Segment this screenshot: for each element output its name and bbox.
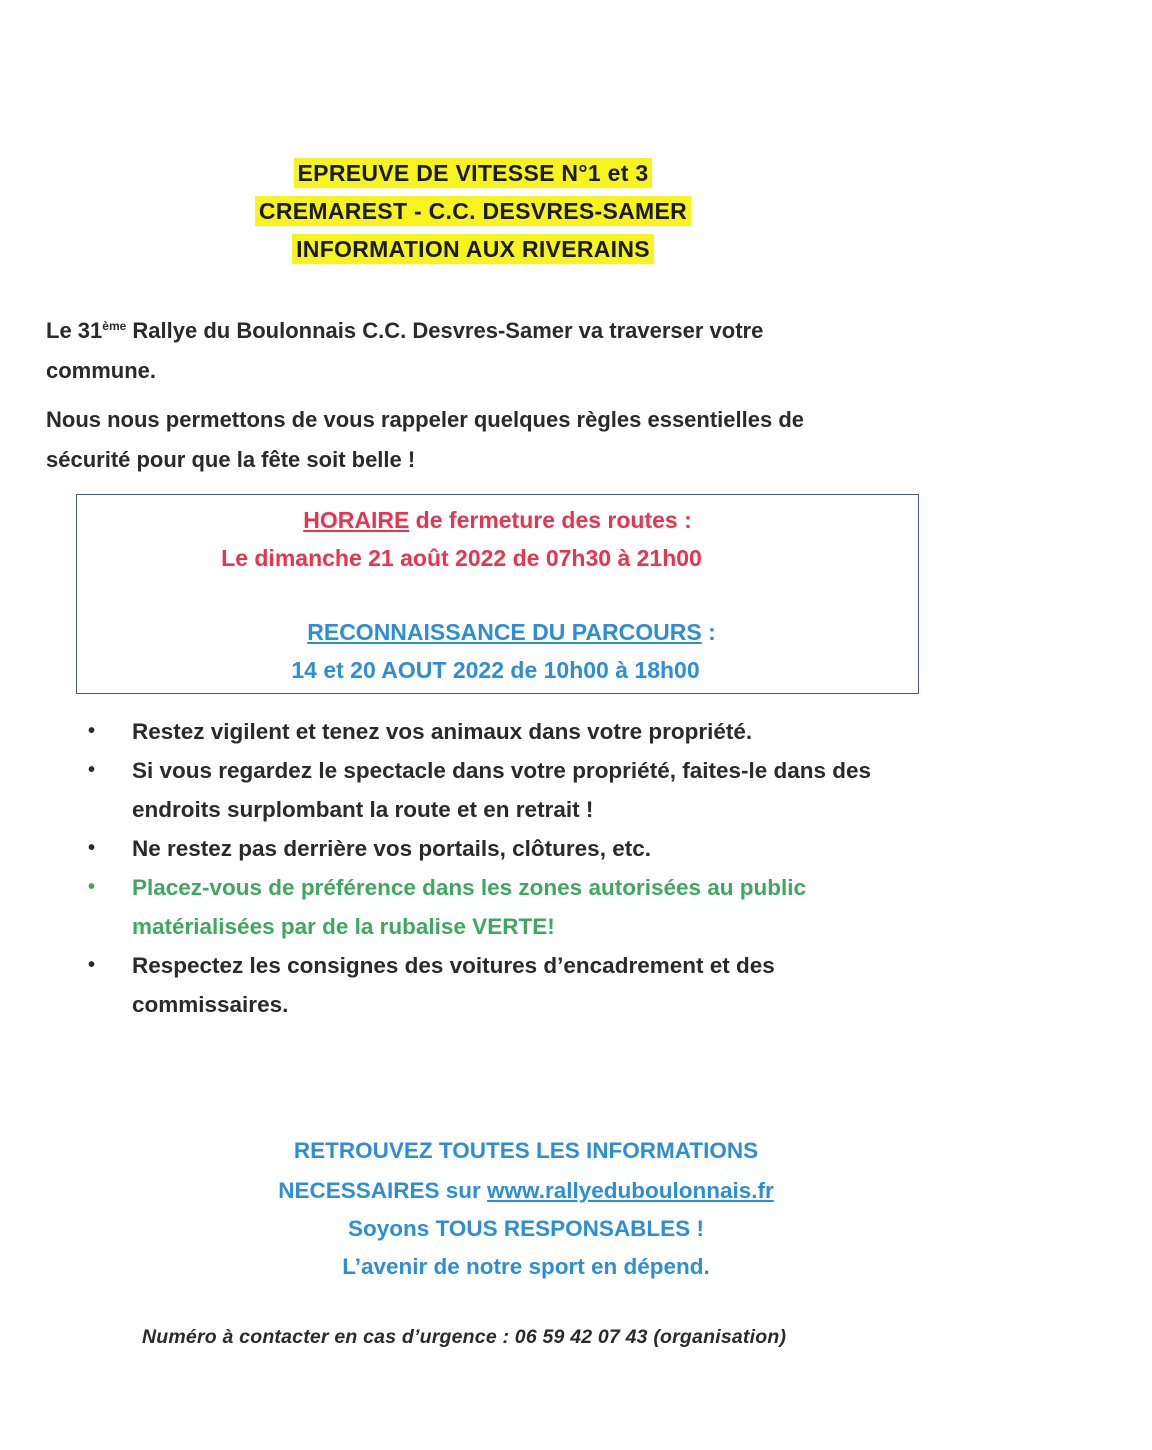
title-highlight-2: CREMAREST - C.C. DESVRES-SAMER: [255, 196, 691, 226]
title-line-1: [0, 160, 946, 187]
reco-label: RECONNAISSANCE DU PARCOURS: [307, 619, 702, 645]
bullet-icon: •: [88, 837, 96, 859]
horaire-date: Le dimanche 21 août 2022 de 07h30 à 21h00: [221, 545, 702, 571]
footer-line-1: RETROUVEZ TOUTES LES INFORMATIONS: [293, 1138, 759, 1163]
footer-line-2: [0, 1178, 1052, 1204]
list-item: [80, 712, 930, 751]
footer-line-4: L’avenir de notre sport en dépend.: [342, 1254, 710, 1279]
reco-colon: :: [701, 619, 716, 645]
list-item-text: Restez vigilent et tenez vos animaux dans votre propriété.: [132, 719, 753, 744]
bullet-icon: •: [88, 720, 96, 742]
bullet-icon: •: [88, 759, 96, 781]
reco-heading: [91, 619, 932, 646]
list-item: [80, 751, 930, 829]
emergency-contact: Numéro à contacter en cas d’urgence : 06 59 42 07 43 (organisation): [142, 1326, 787, 1348]
horaire-word: HORAIRE: [303, 507, 410, 533]
title-highlight-3: INFORMATION AUX RIVERAINS: [292, 234, 654, 264]
intro-paragraph-1: [46, 306, 866, 391]
list-item-text: Respectez les consignes des voitures d’encadrement et des commissaires.: [132, 953, 775, 1017]
list-item: [80, 829, 930, 868]
reco-dates: 14 et 20 AOUT 2022 de 10h00 à 18h00: [291, 657, 700, 683]
footer-line-2-start: NECESSAIRES sur: [278, 1178, 488, 1203]
title-highlight-1: EPREUVE DE VITESSE N°1 et 3: [294, 158, 653, 188]
list-item-text: Ne restez pas derrière vos portails, clôtures, etc.: [132, 836, 651, 861]
road-closure-box: [76, 494, 919, 694]
intro-paragraph-2: Nous nous permettons de vous rappeler quelques règles essentielles de sécurité pour que la fête soit belle !: [46, 407, 805, 472]
title-line-3: [0, 236, 946, 263]
list-item: [80, 946, 930, 1024]
bullet-icon: •: [88, 876, 96, 898]
website-link[interactable]: www.rallyeduboulonnais.fr: [487, 1178, 774, 1203]
bullet-icon: •: [88, 954, 96, 976]
intro-p1-sup: ème: [102, 319, 127, 333]
safety-rules-list: [80, 712, 930, 1024]
intro-p1-end: Rallye du Boulonnais C.C. Desvres-Samer va traverser votre commune.: [46, 318, 764, 383]
intro-p1-start: Le 31: [46, 318, 103, 343]
list-item-text: Placez-vous de préférence dans les zones autorisées au public matérialisées par de la rubalise VERTE!: [132, 875, 807, 939]
horaire-rest: de fermeture des routes :: [409, 507, 692, 533]
list-item: [80, 868, 930, 946]
horaire-heading: [77, 507, 918, 534]
list-item-text: Si vous regardez le spectacle dans votre propriété, faites-le dans des endroits surplombant la route et en retrait !: [132, 758, 872, 822]
title-line-2: [0, 198, 946, 225]
footer-line-3: Soyons TOUS RESPONSABLES !: [348, 1216, 704, 1241]
